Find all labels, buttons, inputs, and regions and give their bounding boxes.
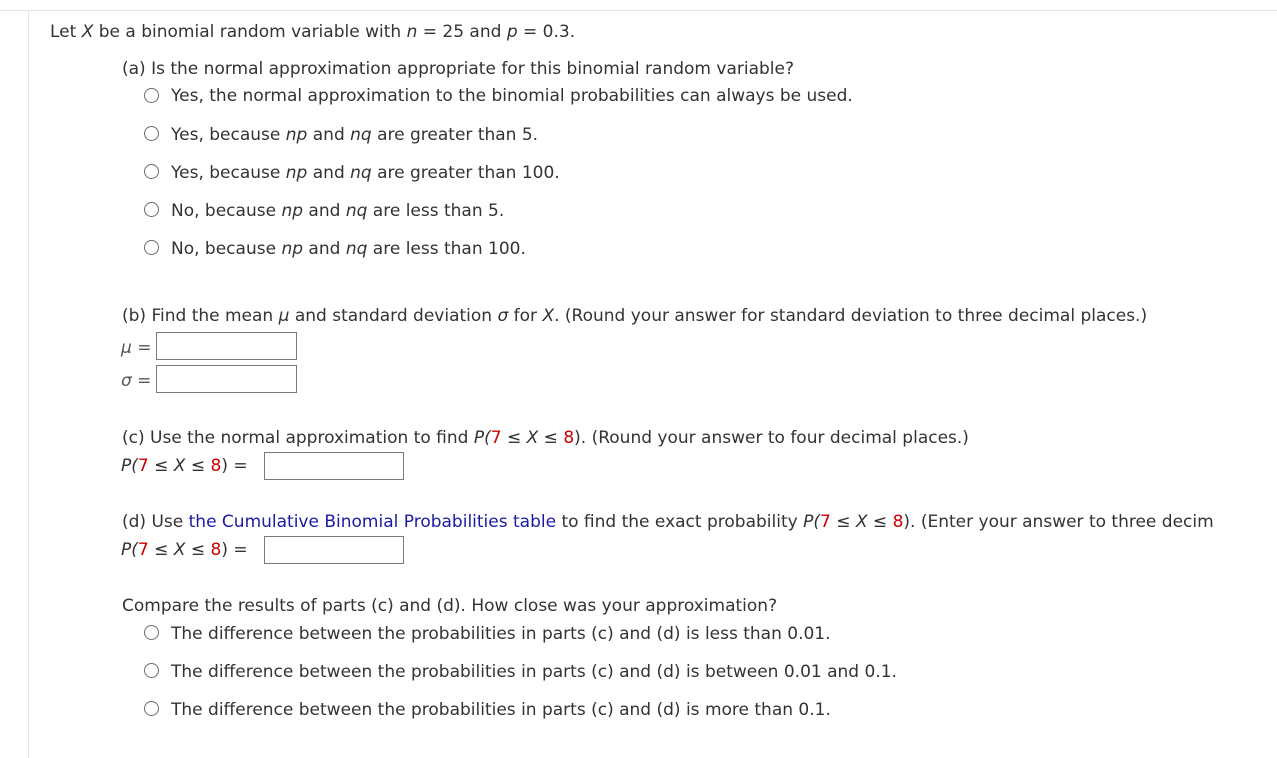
option-text: and [303,201,346,221]
mu-input[interactable] [156,332,297,360]
var-x: X [855,512,868,532]
bound-high: 8 [210,540,222,560]
part-c-input[interactable] [264,452,404,480]
question-text: to find the exact probability [556,512,804,532]
problem-intro [50,22,575,42]
var-nq: nq [345,201,368,221]
option-text: No, because [171,239,282,259]
bound-low: 7 [819,512,831,532]
part-a-option-5 [171,239,526,259]
question-text: . (Round your answer for standard deviation to three decimal places.) [554,306,1148,326]
var-np: np [281,201,304,221]
var-x: X [173,540,186,560]
var-nq: nq [350,163,372,183]
option-text: and [307,163,351,183]
leq-sign: ≤ [538,428,564,448]
var-nq: nq [345,239,368,259]
radio-a-option-4[interactable] [144,202,159,217]
part-d-input[interactable] [264,536,404,564]
prob-p: P( [473,428,491,448]
option-text: and [307,125,351,145]
question-text: ). (Round your answer to four decimal places.) [574,428,969,448]
question-text: (b) Find the mean [122,306,279,326]
part-c-answer-label [121,456,248,476]
option-text: and [303,239,346,259]
radio-compare-option-2[interactable] [144,663,159,678]
bound-high: 8 [892,512,904,532]
part-a-option-1 [171,86,853,106]
sigma-input[interactable] [156,365,297,393]
var-nq: nq [350,125,372,145]
compare-option-1: The difference between the probabilities in parts (c) and (d) is less than 0.01. [171,624,831,644]
part-a-option-3 [171,163,560,183]
option-text: are less than 5. [367,201,505,221]
question-text: for [508,306,543,326]
part-d-question [122,512,1214,532]
var-x: X [526,428,539,448]
intro-text: Let [50,22,82,42]
option-text: Yes, the normal approximation to the binomial probabilities can always be used. [171,86,853,106]
left-border [28,11,29,758]
prob-p: P( [803,512,820,532]
option-text: are less than 100. [367,239,526,259]
option-text: are greater than 100. [371,163,560,183]
leq-sign: ≤ [501,428,527,448]
compare-question: Compare the results of parts (c) and (d). How close was your approximation? [122,596,778,616]
bound-high: 8 [210,456,222,476]
leq-sign: ≤ [867,512,893,532]
option-text: are greater than 5. [371,125,539,145]
radio-a-option-2[interactable] [144,126,159,141]
intro-text: be a binomial random variable with [93,22,407,42]
radio-compare-option-3[interactable] [144,701,159,716]
leq-sign: ≤ [148,540,174,560]
prob-p: P( [121,456,138,476]
mu-label: μ = [121,338,152,358]
question-text: (d) Use [122,512,189,532]
mu-symbol: μ [278,306,290,326]
var-p: p [506,22,518,42]
part-d-answer-label [121,540,248,560]
sigma-symbol: σ [497,306,509,326]
var-x: X [81,22,94,42]
bound-low: 7 [137,540,149,560]
part-a-option-2 [171,125,538,145]
leq-sign: ≤ [148,456,174,476]
var-n: n [406,22,418,42]
question-text: and standard deviation [289,306,498,326]
question-text: (c) Use the normal approximation to find [122,428,474,448]
intro-text: = 0.3. [517,22,576,42]
leq-sign: ≤ [830,512,856,532]
prob-p: P( [121,540,138,560]
option-text: No, because [171,201,282,221]
equals-sign: ) = [221,456,248,476]
leq-sign: ≤ [185,456,211,476]
compare-option-3: The difference between the probabilities in parts (c) and (d) is more than 0.1. [171,700,831,720]
part-a-option-4 [171,201,504,221]
top-border [0,10,1277,11]
sigma-label: σ = [121,371,152,391]
cumulative-table-link[interactable]: the Cumulative Binomial Probabilities table [188,512,557,532]
compare-option-2: The difference between the probabilities in parts (c) and (d) is between 0.01 and 0.1. [171,662,897,682]
var-x: X [542,306,555,326]
radio-a-option-5[interactable] [144,240,159,255]
part-a-question: (a) Is the normal approximation appropriate for this binomial random variable? [122,59,794,79]
question-text: ). (Enter your answer to three decim [903,512,1214,532]
radio-a-option-1[interactable] [144,88,159,103]
var-np: np [285,163,308,183]
var-x: X [173,456,186,476]
intro-text: = 25 and [417,22,507,42]
option-text: Yes, because [171,125,286,145]
radio-compare-option-1[interactable] [144,625,159,640]
var-np: np [285,125,308,145]
bound-high: 8 [563,428,575,448]
var-np: np [281,239,304,259]
bound-low: 7 [137,456,149,476]
option-text: Yes, because [171,163,286,183]
part-c-question [122,428,969,448]
part-b-question [122,306,1147,326]
radio-a-option-3[interactable] [144,164,159,179]
equals-sign: ) = [221,540,248,560]
leq-sign: ≤ [185,540,211,560]
bound-low: 7 [490,428,502,448]
